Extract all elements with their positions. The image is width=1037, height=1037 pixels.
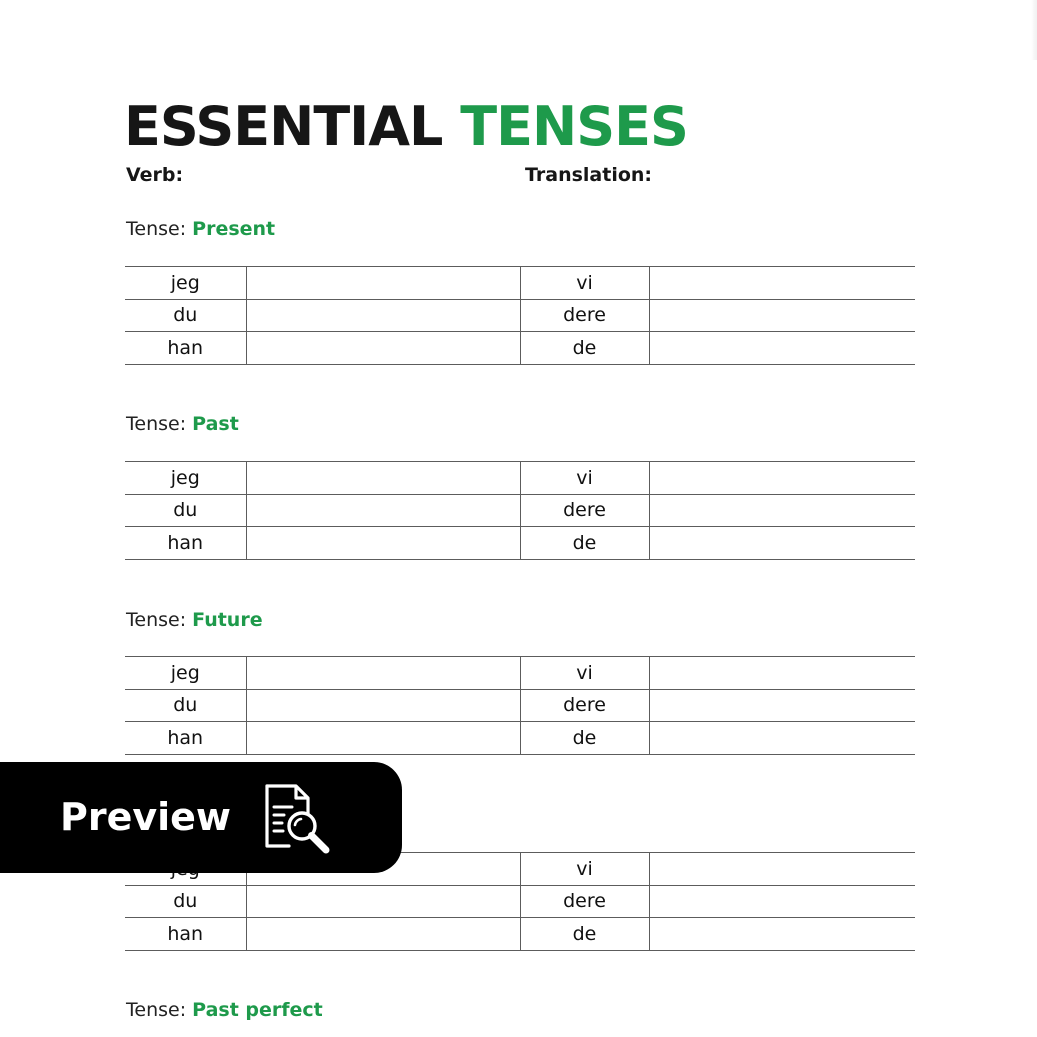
answer-cell[interactable] [649,885,915,918]
answer-cell[interactable] [649,918,915,951]
pronoun-cell: dere [520,885,649,918]
pronoun-cell: vi [520,853,649,886]
preview-label: Preview [60,795,232,839]
pronoun-cell: jeg [125,462,246,495]
table-row [125,332,915,365]
table-row [125,299,915,332]
worksheet-title [124,96,688,158]
pronoun-cell: de [520,332,649,365]
tense-prefix: Tense: [126,999,187,1021]
table-row [125,918,915,951]
verb-label: Verb: [126,164,184,186]
answer-cell[interactable] [246,885,520,918]
translation-label: Translation: [525,164,653,186]
answer-cell[interactable] [246,462,520,495]
table-row [125,722,915,755]
answer-cell[interactable] [649,689,915,722]
pronoun-cell: du [125,299,246,332]
tense-label-present [126,218,275,240]
tense-prefix: Tense: [126,413,187,435]
table-row [125,689,915,722]
pronoun-cell: de [520,722,649,755]
title-part-essential: ESSENTIAL [124,95,443,158]
answer-cell[interactable] [649,722,915,755]
title-part-tenses: TENSES [460,95,688,158]
answer-cell[interactable] [246,722,520,755]
tense-label-past-perfect [126,999,323,1021]
table-row [125,657,915,690]
pronoun-cell: han [125,527,246,560]
answer-cell[interactable] [649,657,915,690]
answer-cell[interactable] [649,853,915,886]
answer-cell[interactable] [246,299,520,332]
pronoun-cell: du [125,885,246,918]
pronoun-cell: han [125,332,246,365]
pronoun-cell: du [125,689,246,722]
answer-cell[interactable] [246,657,520,690]
tense-name: Past [192,413,239,435]
table-row [125,267,915,300]
answer-cell[interactable] [246,494,520,527]
answer-cell[interactable] [246,267,520,300]
table-row [125,494,915,527]
answer-cell[interactable] [246,332,520,365]
pronoun-cell: han [125,722,246,755]
conjugation-table-present [125,266,915,365]
tense-name: Future [192,609,263,631]
preview-banner[interactable] [0,762,402,873]
answer-cell[interactable] [649,494,915,527]
answer-cell[interactable] [246,918,520,951]
answer-cell[interactable] [649,527,915,560]
answer-cell[interactable] [649,267,915,300]
answer-cell[interactable] [649,462,915,495]
page-edge-shadow [1031,0,1037,60]
answer-cell[interactable] [649,332,915,365]
pronoun-cell: dere [520,494,649,527]
answer-cell[interactable] [649,299,915,332]
table-row [125,462,915,495]
pronoun-cell: de [520,527,649,560]
pronoun-cell: dere [520,299,649,332]
pronoun-cell: jeg [125,267,246,300]
answer-cell[interactable] [246,689,520,722]
pronoun-cell: vi [520,267,649,300]
table-row [125,527,915,560]
document-search-icon [262,782,334,854]
pronoun-cell: dere [520,689,649,722]
pronoun-cell: vi [520,462,649,495]
answer-cell[interactable] [246,527,520,560]
tense-label-future [126,609,263,631]
pronoun-cell: han [125,918,246,951]
pronoun-cell: jeg [125,657,246,690]
table-row [125,885,915,918]
pronoun-cell: vi [520,657,649,690]
pronoun-cell: du [125,494,246,527]
tense-name: Past perfect [192,999,323,1021]
tense-label-past [126,413,239,435]
conjugation-table-future [125,656,915,755]
tense-prefix: Tense: [126,218,187,240]
pronoun-cell: de [520,918,649,951]
tense-prefix: Tense: [126,609,187,631]
tense-name: Present [192,218,276,240]
conjugation-table-past [125,461,915,560]
